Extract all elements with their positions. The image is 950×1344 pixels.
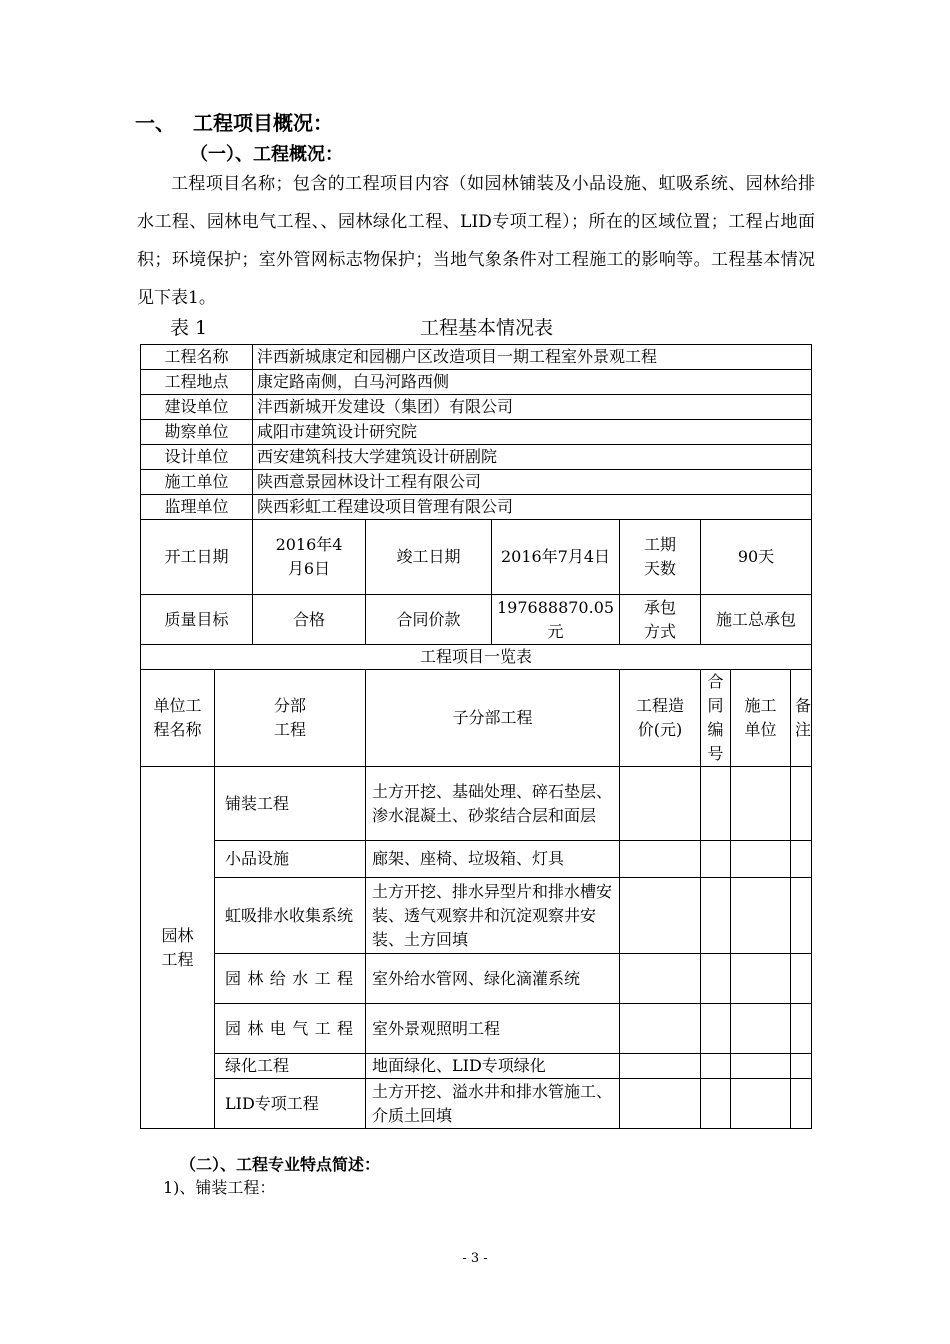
division-cell: 绿化工程: [215, 1054, 366, 1079]
table-row: [141, 878, 812, 954]
page-number: - 3 -: [462, 1251, 488, 1266]
empty-cell: [731, 1079, 791, 1129]
empty-cell: [620, 1004, 701, 1054]
subsection-heading: （一）、工程概况：: [190, 144, 343, 165]
division-cell: 园林电气工程: [215, 1004, 366, 1054]
empty-cell: [791, 1054, 812, 1079]
header-division: 分部工程: [215, 670, 366, 767]
subdivision-cell: 廊架、座椅、垃圾箱、灯具: [366, 841, 620, 878]
overview-paragraph: 工程项目名称；包含的工程项目内容（如园林铺装及小品设施、虹吸系统、园林给排水工程、园林电气工程、、园林绿化工程、LID专项工程）；所在的区域位置；工程占地面积；环境保护；室外管网标志物保护；当地气象条件对工程施工的影响等。工程基本情况见下表1。: [137, 174, 815, 308]
empty-cell: [731, 1004, 791, 1054]
empty-cell: [791, 878, 812, 954]
value-cell: 咸阳市建筑设计研究院: [253, 420, 812, 445]
item-heading: 1)、铺装工程：: [163, 1178, 276, 1197]
list-title: 工程项目一览表: [141, 645, 812, 670]
subdivision-cell: 土方开挖、排水异型片和排水槽安装、透气观察井和沉淀观察井安装、土方回填: [366, 878, 620, 954]
value-cell: 沣西新城康定和园棚户区改造项目一期工程室外景观工程: [253, 345, 812, 370]
table-title: 工程基本情况表: [420, 317, 554, 339]
subdivision-cell: 土方开挖、溢水井和排水管施工、介质土回填: [366, 1079, 620, 1129]
empty-cell: [791, 767, 812, 841]
value-cell: 西安建筑科技大学建筑设计研剧院: [253, 445, 812, 470]
empty-cell: [620, 878, 701, 954]
price-value: 197688870.05元: [492, 595, 620, 645]
value-cell: 沣西新城开发建设（集团）有限公司: [253, 395, 812, 420]
quality-value: 合格: [253, 595, 366, 645]
table-row: [141, 841, 812, 878]
header-cost: 工程造价(元): [620, 670, 701, 767]
label-cell: 工程地点: [141, 370, 253, 395]
duration-value: 90天: [701, 520, 812, 595]
start-date-value: 2016年4月6日: [253, 520, 366, 595]
empty-cell: [620, 1079, 701, 1129]
empty-cell: [791, 841, 812, 878]
header-remarks: 备注: [791, 670, 812, 767]
label-cell: 勘察单位: [141, 420, 253, 445]
end-date-value: 2016年7月4日: [492, 520, 620, 595]
division-cell: 虹吸排水收集系统: [215, 878, 366, 954]
label-cell: 设计单位: [141, 445, 253, 470]
value-cell: 陕西意景园林设计工程有限公司: [253, 470, 812, 495]
subsection-heading-2: （二）、工程专业特点简述：: [180, 1155, 381, 1174]
empty-cell: [701, 767, 731, 841]
empty-cell: [731, 1054, 791, 1079]
table-row: [141, 1079, 812, 1129]
contract-type-label: 承包方式: [620, 595, 701, 645]
header-contract-no: 合同编号: [701, 670, 731, 767]
section-heading: [135, 107, 333, 136]
empty-cell: [620, 954, 701, 1004]
label-cell: 工程名称: [141, 345, 253, 370]
subdivision-cell: 室外给水管网、绿化滴灌系统: [366, 954, 620, 1004]
label-cell: 监理单位: [141, 495, 253, 520]
division-cell: 小品设施: [215, 841, 366, 878]
section-number: 一、: [135, 111, 175, 135]
unit-name-cell: 园林工程: [141, 767, 215, 1129]
table-row: [141, 1004, 812, 1054]
start-date-label: 开工日期: [141, 520, 253, 595]
header-constructor: 施工单位: [731, 670, 791, 767]
empty-cell: [620, 767, 701, 841]
subdivision-cell: 土方开挖、基础处理、碎石垫层、渗水混凝土、砂浆结合层和面层: [366, 767, 620, 841]
section-title: 工程项目概况：: [193, 111, 333, 135]
value-cell: 康定路南侧，白马河路西侧: [253, 370, 812, 395]
header-unit: 单位工程名称: [141, 670, 215, 767]
empty-cell: [731, 841, 791, 878]
empty-cell: [701, 841, 731, 878]
project-info-table: [140, 344, 812, 1129]
label-cell: 建设单位: [141, 395, 253, 420]
end-date-label: 竣工日期: [366, 520, 492, 595]
division-cell: 铺装工程: [215, 767, 366, 841]
empty-cell: [701, 1004, 731, 1054]
subdivision-cell: 地面绿化、LID专项绿化: [366, 1054, 620, 1079]
empty-cell: [701, 954, 731, 1004]
empty-cell: [701, 1054, 731, 1079]
table-row: [141, 1054, 812, 1079]
empty-cell: [791, 954, 812, 1004]
duration-label: 工期天数: [620, 520, 701, 595]
empty-cell: [731, 878, 791, 954]
subdivision-cell: 室外景观照明工程: [366, 1004, 620, 1054]
empty-cell: [620, 841, 701, 878]
header-subdivision: 子分部工程: [366, 670, 620, 767]
empty-cell: [791, 1004, 812, 1054]
empty-cell: [731, 954, 791, 1004]
quality-label: 质量目标: [141, 595, 253, 645]
empty-cell: [701, 878, 731, 954]
division-cell: LID专项工程: [215, 1079, 366, 1129]
empty-cell: [731, 767, 791, 841]
table-row: [141, 767, 812, 841]
empty-cell: [791, 1079, 812, 1129]
division-cell: 园林给水工程: [215, 954, 366, 1004]
empty-cell: [620, 1054, 701, 1079]
contract-type-value: 施工总承包: [701, 595, 812, 645]
table-label: 表 1: [170, 317, 208, 339]
price-label: 合同价款: [366, 595, 492, 645]
label-cell: 施工单位: [141, 470, 253, 495]
value-cell: 陕西彩虹工程建设项目管理有限公司: [253, 495, 812, 520]
table-row: [141, 954, 812, 1004]
empty-cell: [701, 1079, 731, 1129]
